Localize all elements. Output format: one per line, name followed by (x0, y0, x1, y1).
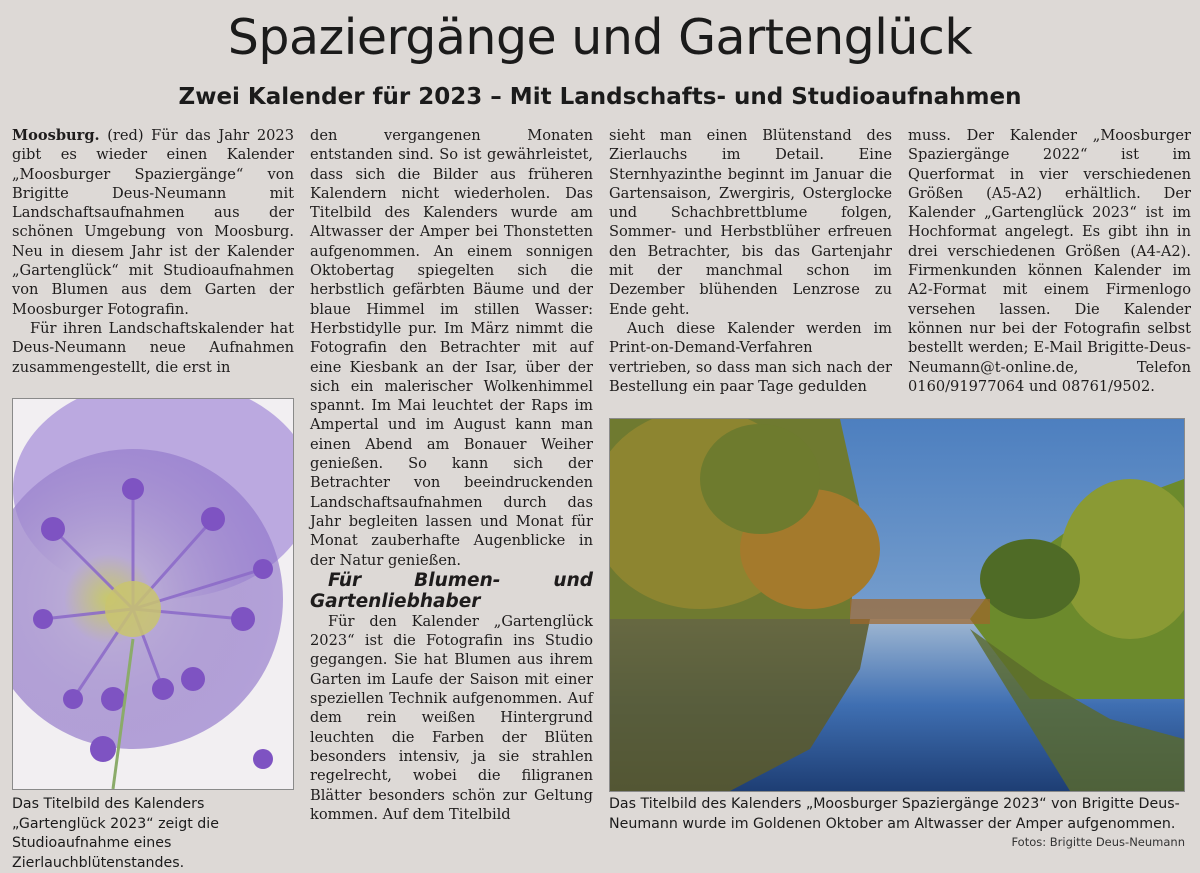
col2-paragraph-2: Für den Kalender „Gartenglück 2023“ ist die Fotografin ins Studio gegangen. Sie hat Blumen aus ihrem Garten im Laufe der Saison mit einer speziellen Technik aufgenommen. Auf dem rein weißen Hintergrund leuchten die Farben der Blüten besonders intensiv, ja sie strahlen regelrecht, wobei die filigranen Blätter besonders schön zur Geltung kommen. Auf dem Titelbild (310, 612, 593, 823)
caption-left: Das Titelbild des Kalenders „Gartenglück 2023“ zeigt die Studioaufnahme eines Zierlauchblütenstandes. (12, 796, 219, 871)
col2-paragraph-1: den vergangenen Monaten entstanden sind. So ist gewährleistet, dass sich die Bilder aus früheren Kalendern nicht wiederholen. Das Titelbild des Kalenders wurde am Altwasser der Amper bei Thonstetten aufgenommen. An einem sonnigen Oktobertag spiegelten sich die herbstlich gefärbten Bäume und der blaue Himmel im stillen Wasser: Herbstidylle pur. Im März nimmt die Fotografin den Betrachter mit auf eine Kiesbank an der Isar, über der sich ein malerischer Wolkenhimmel spannt. Im Mai leuchtet der Raps im Ampertal und im August kann man einen Abend am Bonauer Weiher genießen. So kann sich der Betrachter von beeindruckenden Landschaftsaufnahmen durch das Jahr begleiten lassen und Monat für Monat zauberhafte Augenblicke in der Natur genießen. (310, 127, 593, 569)
headline: Spaziergänge und Gartenglück (227, 9, 973, 66)
col3-paragraph-1: sieht man einen Blütenstand des Zierlauchs im Detail. Eine Sternhyazinthe beginnt im Januar die Gartensaison, Zwergiris, Osterglocke und Schachbrettblume folgen, Sommer- und Herbstblüher erfreuen den Betrachter, bis das Gartenjahr mit der manchmal schon im Dezember blühenden Lenzrose zu Ende geht. (609, 127, 892, 318)
column-2 (310, 126, 593, 824)
dateline: Moosburg. (12, 127, 100, 144)
subheadline: Zwei Kalender für 2023 – Mit Landschafts- und Studioaufnahmen (178, 84, 1022, 110)
landscape-photo (609, 418, 1185, 792)
photo-credit: Fotos: Brigitte Deus-Neumann (1011, 835, 1185, 849)
allium-flower-image (13, 399, 293, 789)
col3-paragraph-2: Auch diese Kalender werden im Print-on-Demand-Verfahren vertrieben, so dass man sich nach der Bestellung ein paar Tage gedulden (609, 319, 892, 395)
section-subhead: Für Blumen- und Gartenliebhaber (310, 569, 593, 612)
column-1 (12, 126, 294, 377)
column-3 (609, 126, 892, 396)
col1-text-1: (red) Für das Jahr 2023 gibt es wieder einen Kalender „Moosburger Spaziergänge“ von Brigitte Deus-Neumann mit Landschaftsaufnahmen aus der schönen Umgebung von Moosburg. Neu in diesem Jahr ist der Kalender „Gartenglück“ mit Studioaufnahmen von Blumen aus dem Garten der Moosburger Fotografin. (12, 127, 295, 318)
caption-right: Das Titelbild des Kalenders „Moosburger Spaziergänge 2023“ von Brigitte Deus-Neumann wurde im Goldenen Oktober am Altwasser der Amper aufgenommen. (609, 796, 1180, 832)
column-4 (908, 126, 1191, 396)
col4-paragraph-1: muss. Der Kalender „Moosburger Spaziergänge 2022“ ist im Querformat in vier verschiedenen Größen (A5-A2) erhältlich. Der Kalender „Gartenglück 2023“ ist im Hochformat angelegt. Es gibt ihn in drei verschiedenen Größen (A4-A2). Firmenkunden können Kalender im A2-Format mit einem Firmenlogo versehen lassen. Die Kalender können nur bei der Fotografin selbst bestellt werden; E-Mail Brigitte-Deus-Neumann@t-online.de, Telefon 0160/91977064 und 08761/9502. (908, 127, 1191, 395)
col1-paragraph-2: Für ihren Landschaftskalender hat Deus-Neumann neue Aufnahmen zusammengestellt, die erst in (12, 319, 294, 376)
allium-photo (12, 398, 294, 790)
river-landscape-image (610, 419, 1184, 791)
col1-paragraph-1 (12, 126, 294, 319)
